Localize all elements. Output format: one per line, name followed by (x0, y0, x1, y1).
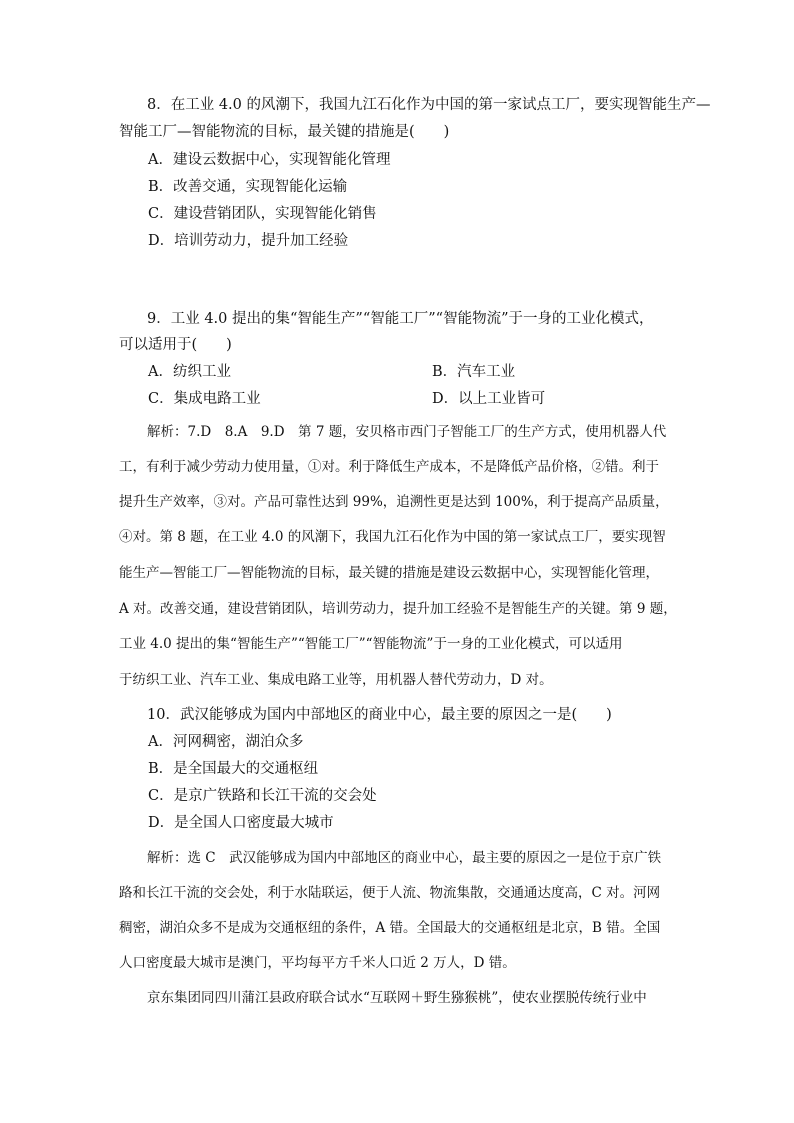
analysis1-line: 于纺织工业、汽车工业、集成电路工业等，用机器人替代劳动力，D 对。 (119, 672, 553, 688)
analysis2-line: 人口密度最大城市是澳门，平均每平方千米人口近 2 万人，D 错。 (119, 955, 516, 971)
q10-option-d: D．是全国人口密度最大城市 (148, 815, 334, 831)
q9-option-b: B．汽车工业 (432, 364, 516, 380)
q8-stem-line1: 8．在工业 4.0 的风潮下，我国九江石化作为中国的第一家试点工厂，要实现智能生产— (147, 97, 711, 113)
q8-option-c: C．建设营销团队，实现智能化销售 (148, 206, 377, 222)
analysis1-line: 工业 4.0 提出的集“智能生产”“智能工厂”“智能物流”于一身的工业化模式，可以适用 (119, 636, 623, 652)
q8-stem-line2: 智能工厂—智能物流的目标，最关键的措施是( ) (119, 124, 450, 140)
q8-option-b: B．改善交通，实现智能化运输 (148, 179, 348, 195)
analysis1-line: A 对。改善交通，建设营销团队，培训劳动力，提升加工经验不是智能生产的关键。第 9 题， (119, 601, 677, 617)
q10-option-a: A．河网稠密，湖泊众多 (148, 734, 304, 750)
q10-option-b: B．是全国最大的交通枢纽 (148, 761, 319, 777)
q9-stem-line2: 可以适用于( ) (119, 337, 232, 353)
q8-option-d: D．培训劳动力，提升加工经验 (148, 233, 349, 249)
analysis1-line: 解析：7.D 8.A 9.D 第 7 题，安贝格市西门子智能工厂的生产方式，使用机器人代 (147, 424, 667, 440)
analysis2-line: 解析：选 C 武汉能够成为国内中部地区的商业中心，最主要的原因之一是位于京广铁 (147, 850, 662, 866)
q8-option-a: A．建设云数据中心，实现智能化管理 (148, 152, 391, 168)
q9-option-a: A．纺织工业 (148, 364, 231, 380)
analysis2-line: 稠密，湖泊众多不是成为交通枢纽的条件，A 错。全国最大的交通枢纽是北京，B 错。全国 (119, 920, 661, 936)
q9-stem-line1: 9．工业 4.0 提出的集“智能生产”“智能工厂”“智能物流”于一身的工业化模式， (147, 311, 654, 327)
next-stem: 京东集团同四川蒲江县政府联合试水“互联网＋野生猕猴桃”，使农业摆脱传统行业中 (147, 990, 647, 1006)
analysis2-line: 路和长江干流的交会处，利于水陆联运，便于人流、物流集散，交通通达度高，C 对。河网 (119, 885, 661, 901)
analysis1-line: 提升生产效率，③对。产品可靠性达到 99%，追溯性更是达到 100%，利于提高产品质量， (119, 494, 669, 510)
q9-option-c: C．集成电路工业 (148, 391, 261, 407)
analysis1-line: ④对。第 8 题，在工业 4.0 的风潮下，我国九江石化作为中国的第一家试点工厂，要实现智 (119, 529, 666, 545)
q9-option-d: D．以上工业皆可 (432, 391, 546, 407)
analysis1-line: 能生产—智能工厂—智能物流的目标，最关键的措施是建设云数据中心，实现智能化管理， (119, 565, 659, 581)
q10-option-c: C．是京广铁路和长江干流的交会处 (148, 788, 377, 804)
q10-stem: 10．武汉能够成为国内中部地区的商业中心，最主要的原因之一是( ) (147, 707, 612, 723)
analysis1-line: 工，有利于减少劳动力使用量，①对。利于降低生产成本，不是降低产品价格，②错。利于 (119, 459, 659, 475)
